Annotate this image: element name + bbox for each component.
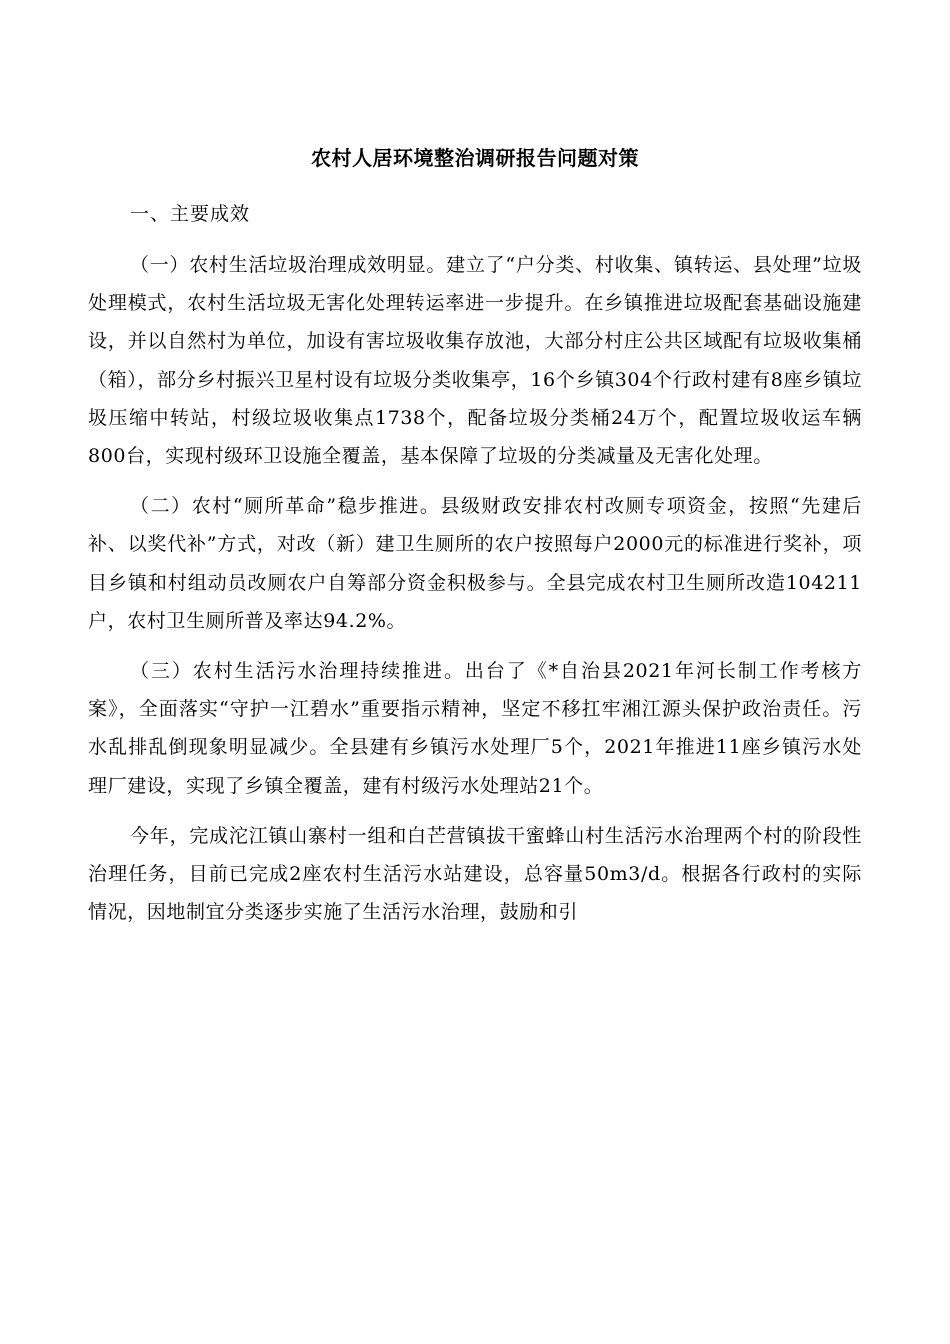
section-heading: 一、主要成效 [130,203,251,225]
paragraph-this-year: 今年，完成沱江镇山寨村一组和白芒营镇拔干蜜蜂山村生活污水治理两个村的阶段性治理任务，目前已完成2座农村生活污水站建设，总容量50m3/d。根据各行政村的实际情况，因地制宜分类逐步实施了生活污水治理，鼓励和引 [88,824,862,924]
paragraph-sewage-treatment: （三）农村生活污水治理持续推进。出台了《*自治县2021年河长制工作考核方案》，全面落实“守护一江碧水”重要指示精神，坚定不移扛牢湘江源头保护政治责任。污水乱排乱倒现象明显减少。全县建有乡镇污水处理厂5个，2021年推进11座乡镇污水处理厂建设，实现了乡镇全覆盖，建有村级污水处理站21个。 [88,660,862,797]
document-title: 农村人居环境整治调研报告问题对策 [311,146,639,170]
document-body [88,196,862,931]
paragraph-toilet-revolution: （二）农村“厕所革命”稳步推进。县级财政安排农村改厕专项资金，按照“先建后补、以奖代补”方式，对改（新）建卫生厕所的农户按照每户2000元的标准进行奖补，项目乡镇和村组动员改厕农户自筹部分资金积极参与。全县完成农村卫生厕所改造104211户，农村卫生厕所普及率达94.2%。 [88,495,862,632]
paragraph-garbage-treatment: （一）农村生活垃圾治理成效明显。建立了“户分类、村收集、镇转运、县处理”垃圾处理模式，农村生活垃圾无害化处理转运率进一步提升。在乡镇推进垃圾配套基础设施建设，并以自然村为单位，加设有害垃圾收集存放池，大部分村庄公共区域配有垃圾收集桶（箱），部分乡村振兴卫星村设有垃圾分类收集亭，16个乡镇304个行政村建有8座乡镇垃圾压缩中转站，村级垃圾收集点1738个，配备垃圾分类桶24万个，配置垃圾收运车辆800台，实现村级环卫设施全覆盖，基本保障了垃圾的分类减量及无害化处理。 [88,254,862,468]
